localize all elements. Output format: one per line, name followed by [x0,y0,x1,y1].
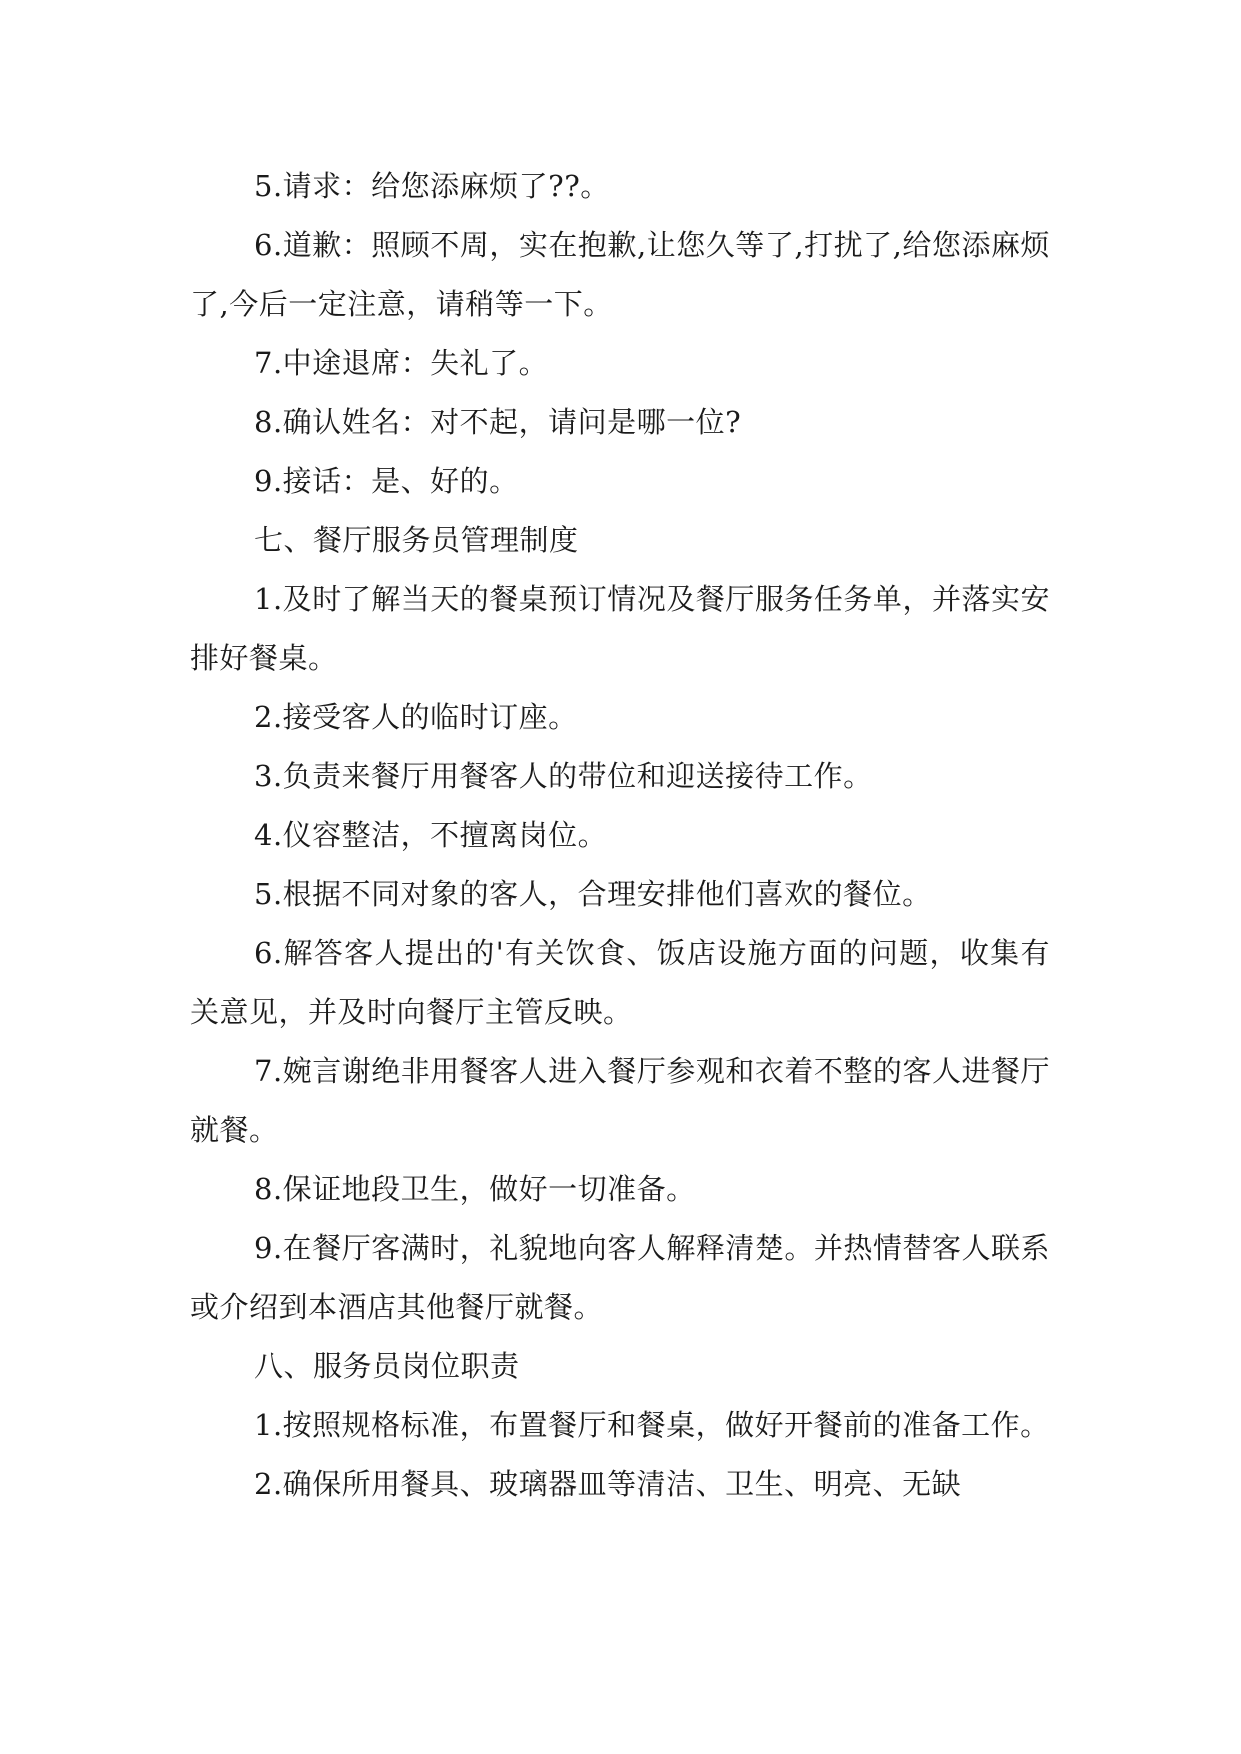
paragraph-rule-5: 5.根据不同对象的客人，合理安排他们喜欢的餐位。 [254,877,932,911]
paragraph-rule-8: 8.保证地段卫生，做好一切准备。 [254,1172,696,1206]
section-heading-waiter-rules: 七、餐厅服务员管理制度 [254,523,579,557]
section-heading-waiter-duties: 八、服务员岗位职责 [254,1349,520,1383]
document-body [190,157,1050,1514]
paragraph-rule-9: 9.在餐厅客满时，礼貌地向客人解释清楚。并热情替客人联系或介绍到本酒店其他餐厅就餐。 [190,1231,1050,1324]
paragraph-rule-4: 4.仪容整洁，不擅离岗位。 [254,818,608,852]
paragraph-rule-2: 2.接受客人的临时订座。 [254,700,578,734]
paragraph-confirm-name: 8.确认姓名：对不起，请问是哪一位? [254,405,742,439]
paragraph-rule-1: 1.及时了解当天的餐桌预订情况及餐厅服务任务单，并落实安排好餐桌。 [190,582,1050,675]
paragraph-leave-midway: 7.中途退席：失礼了。 [254,346,549,380]
paragraph-rule-6: 6.解答客人提出的'有关饮食、饭店设施方面的问题，收集有关意见，并及时向餐厅主管反映。 [190,936,1050,1029]
paragraph-reply: 9.接话：是、好的。 [254,464,519,498]
paragraph-rule-3: 3.负责来餐厅用餐客人的带位和迎送接待工作。 [254,759,873,793]
paragraph-request: 5.请求：给您添麻烦了??。 [254,169,610,203]
paragraph-rule-7: 7.婉言谢绝非用餐客人进入餐厅参观和衣着不整的客人进餐厅就餐。 [190,1054,1050,1147]
paragraph-apology: 6.道歉：照顾不周，实在抱歉,让您久等了,打扰了,给您添麻烦了,今后一定注意，请稍等一下。 [190,228,1050,321]
paragraph-duty-1: 1.按照规格标准，布置餐厅和餐桌，做好开餐前的准备工作。 [254,1408,1050,1442]
paragraph-duty-2: 2.确保所用餐具、玻璃器皿等清洁、卫生、明亮、无缺 [254,1467,962,1501]
